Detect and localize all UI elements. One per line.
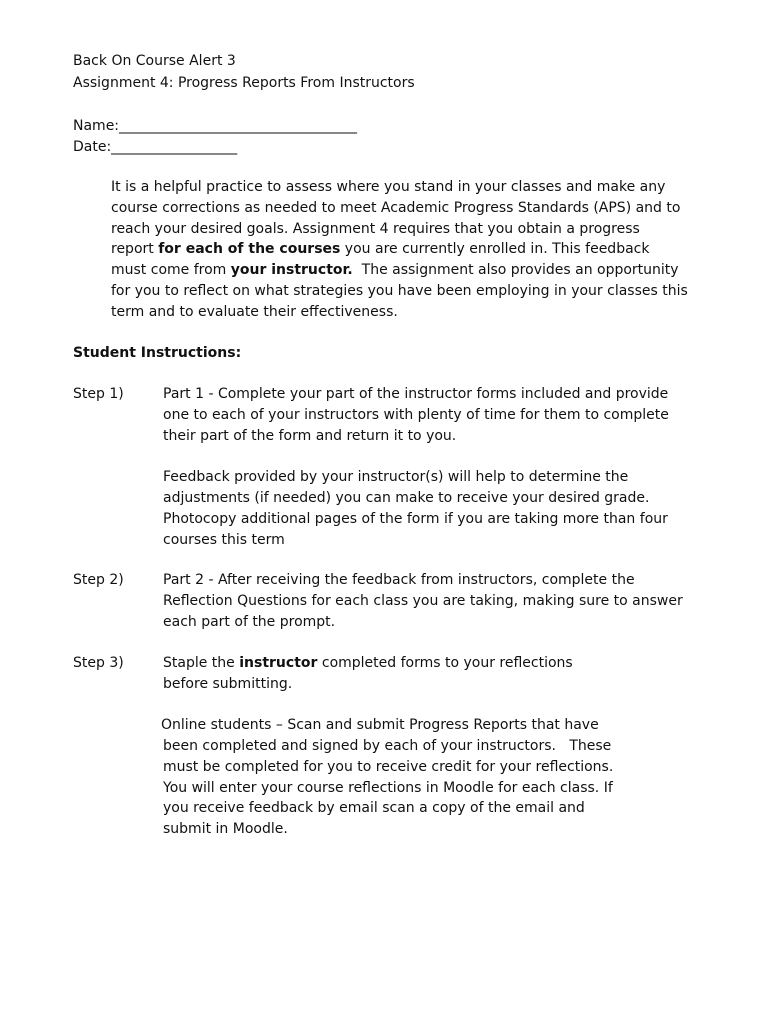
step-2-line: each part of the prompt. <box>163 614 336 630</box>
intro-text: The assignment also provides an opportunity <box>352 262 679 278</box>
step-3-text: completed forms to your reflections <box>317 655 573 671</box>
doc-subtitle: Assignment 4: Progress Reports From Instructors <box>73 75 415 91</box>
intro-line: course corrections as needed to meet Academic Progress Standards (APS) and to <box>111 200 681 216</box>
step-3-label: Step 3) <box>73 655 124 671</box>
intro-text: report <box>111 241 159 257</box>
step-1-line: Photocopy additional pages of the form if you are taking more than four <box>163 511 668 527</box>
step-1-line: Feedback provided by your instructor(s) will help to determine the <box>163 469 629 485</box>
step-1-line: one to each of your instructors with plenty of time for them to complete <box>163 407 669 423</box>
doc-title: Back On Course Alert 3 <box>73 53 236 69</box>
intro-line <box>111 239 711 260</box>
online-line: you receive feedback by email scan a copy of the email and <box>163 800 585 816</box>
step-2-line: Reflection Questions for each class you are taking, making sure to answer <box>163 593 683 609</box>
online-line: You will enter your course reflections in Moodle for each class. If <box>163 780 613 796</box>
intro-emphasis: for each of the courses <box>158 241 341 257</box>
intro-line: It is a helpful practice to assess where you stand in your classes and make any <box>111 179 666 195</box>
online-line: been completed and signed by each of your instructors. These <box>163 738 612 754</box>
date-field: Date:__________________ <box>73 139 238 155</box>
step-1-line: courses this term <box>163 532 285 548</box>
step-1-line: adjustments (if needed) you can make to receive your desired grade. <box>163 490 650 506</box>
step-2-line: Part 2 - After receiving the feedback from instructors, complete the <box>163 572 635 588</box>
step-2-label: Step 2) <box>73 572 124 588</box>
step-3-line <box>163 653 723 674</box>
intro-line: term and to evaluate their effectiveness. <box>111 304 398 320</box>
instructions-heading: Student Instructions: <box>73 345 242 361</box>
step-1-line: their part of the form and return it to you. <box>163 428 457 444</box>
step-1-line: Part 1 - Complete your part of the instructor forms included and provide <box>163 386 669 402</box>
step-3-emphasis: instructor <box>239 655 318 671</box>
intro-line: reach your desired goals. Assignment 4 requires that you obtain a progress <box>111 221 640 237</box>
intro-line <box>111 260 711 281</box>
intro-text: you are currently enrolled in. This feedback <box>340 241 650 257</box>
intro-emphasis: your instructor. <box>230 262 353 278</box>
online-line: must be completed for you to receive credit for your reflections. <box>163 759 614 775</box>
intro-line: for you to reflect on what strategies you have been employing in your classes this <box>111 283 688 299</box>
name-field: Name:__________________________________ <box>73 118 358 134</box>
online-line: submit in Moodle. <box>163 821 288 837</box>
online-line: Online students – Scan and submit Progress Reports that have <box>161 717 599 733</box>
step-3-line: before submitting. <box>163 676 293 692</box>
intro-text: must come from <box>111 262 231 278</box>
step-3-text: Staple the <box>163 655 240 671</box>
step-1-label: Step 1) <box>73 386 124 402</box>
